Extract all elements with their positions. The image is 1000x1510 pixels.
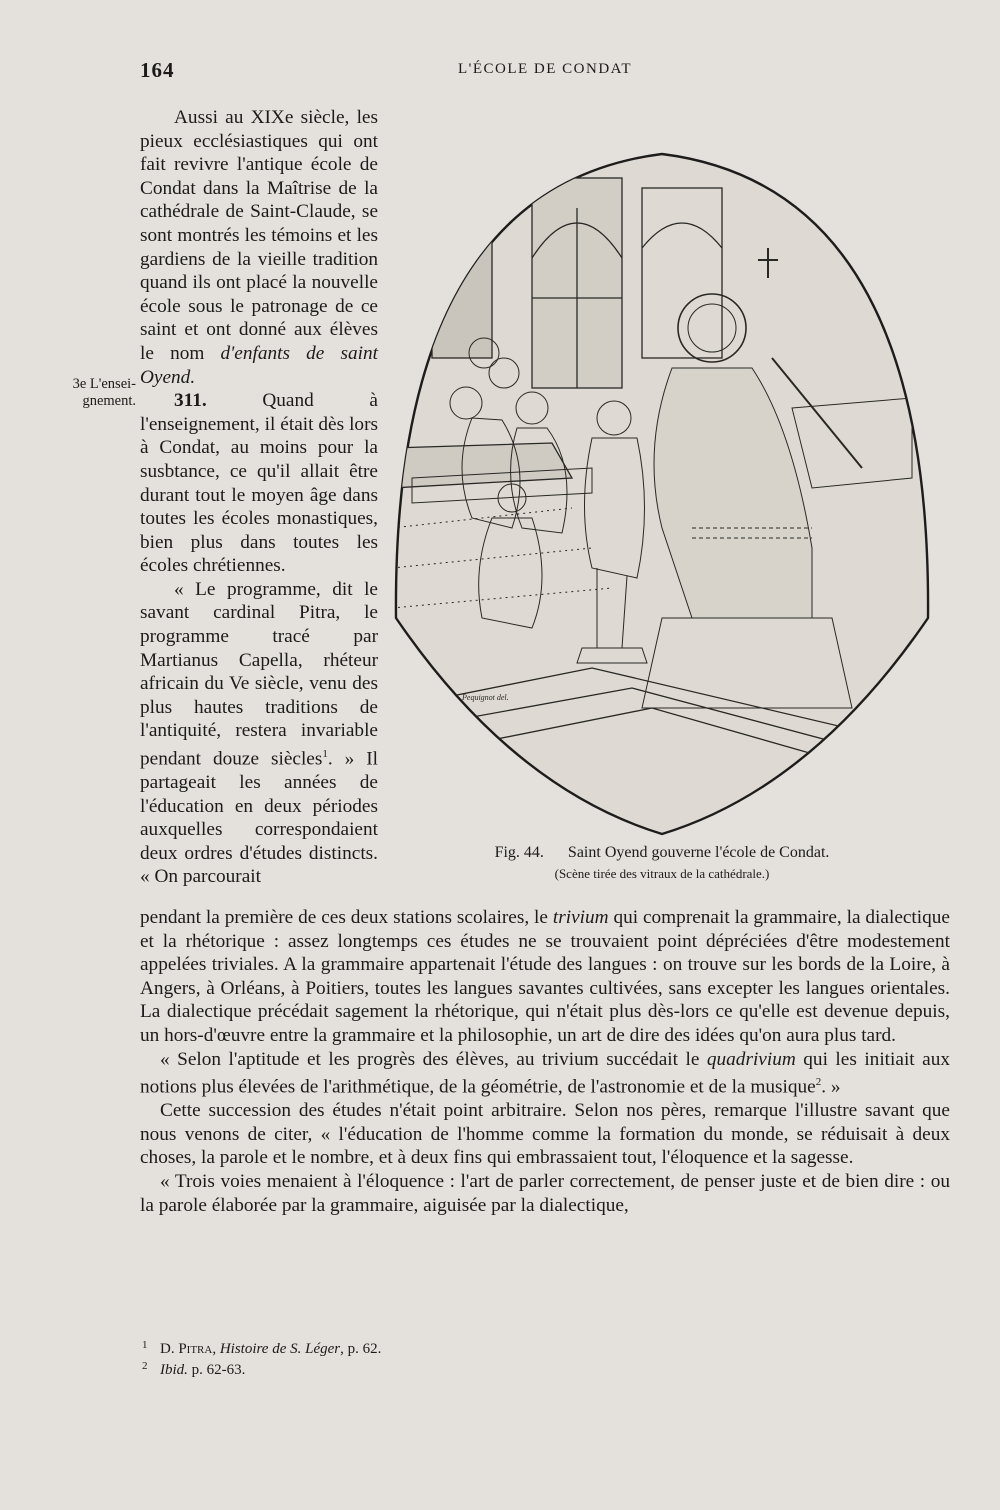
narrow-text-column bbox=[140, 106, 378, 889]
figure-caption bbox=[392, 844, 932, 862]
paragraph bbox=[140, 1048, 950, 1100]
italic-text: d'enfants de saint Oyend. bbox=[140, 342, 378, 388]
footnote-text: p. 62-63. bbox=[187, 1362, 246, 1378]
paragraph-text: qui comprenait la grammaire, la dialectique et la rhétorique : assez longtemps ces études ne se trouvaient point dépréciées d'être modestement appelées triviales. A la grammaire appartenait l'étude des langues : on trouve sur les bords de la Loire, à Angers, à Orléans, à Poitiers, toutes les langues savantes cultivées, sans excepter les langues orientales. La dialectique précédait sagement la rhétorique, qui n'était plus dès-lors ce qu'elle est devenue depuis, un hors-d'œuvre entre la grammaire et la philosophie, un art de dire des idées qu'on aura plus tard. bbox=[140, 907, 950, 1046]
paragraph bbox=[140, 1099, 950, 1170]
page-number: 164 bbox=[140, 58, 175, 82]
italic-text: trivium bbox=[552, 907, 609, 928]
running-title: L'ÉCOLE DE CONDAT bbox=[457, 61, 633, 77]
footnote-ref[interactable]: 2 bbox=[815, 1076, 822, 1089]
paragraph-text: « Trois voies menaient à l'éloquence : l'art de parler correctement, de penser juste et de bien dire : ou la parole élaborée par la grammaire, aiguisée par la dialectique, bbox=[140, 1170, 950, 1216]
section-number: 311. bbox=[174, 390, 207, 412]
paragraph bbox=[140, 106, 378, 389]
italic-text: quadrivium bbox=[706, 1048, 796, 1070]
footnote-title: Ibid. bbox=[160, 1362, 188, 1378]
paragraph bbox=[140, 578, 378, 889]
footnote-author: D. Pitra bbox=[160, 1341, 213, 1357]
paragraph-text: . » bbox=[821, 1076, 841, 1098]
paragraph-text: pendant la première de ces deux stations scolaires, le bbox=[140, 907, 548, 928]
figure-subcaption: (Scène tirée des vitraux de la cathédrale.) bbox=[554, 866, 770, 881]
paragraph-text: . » Il partageait les années de l'éducation en deux périodes auxquelles correspondaient deux ordres d'études distincts. « On parcourait bbox=[140, 748, 378, 888]
margin-note bbox=[56, 376, 136, 410]
stained-glass-illustration bbox=[392, 148, 932, 840]
footnote bbox=[140, 1360, 950, 1381]
running-header bbox=[140, 58, 950, 82]
paragraph-text: « Selon l'aptitude et les progrès des élèves, au trivium succédait le bbox=[160, 1048, 700, 1070]
paragraph-text: Aussi au XIXe siècle, les pieux ecclésiastiques qui ont fait revivre l'antique école de Condat dans la Maîtrise de la cathédrale de Saint-Claude, se sont montrés les témoins et les gardiens de la vieille tradition quand ils ont placé la nouvelle école sous le patronage de ce saint et ont donné aux élèves le nom bbox=[140, 107, 378, 364]
paragraph-text: « Le programme, dit le savant cardinal Pitra, le programme tracé par Martianus Capella, rhéteur africain du Ve siècle, venu des plus hautes traditions de l'antiquité, restera invariable pendant douze siècles bbox=[140, 578, 378, 770]
paragraph bbox=[140, 906, 950, 1048]
footnote: 1 D. Pitra, Histoire de S. Léger, p. 62. bbox=[140, 1339, 950, 1360]
margin-note-line-2: gnement. bbox=[82, 393, 136, 409]
figure-caption-text: Saint Oyend gouverne l'école de Condat. bbox=[567, 844, 830, 861]
paragraph-text: qui les initiait aux notions plus élevées de l'arithmétique, de la géométrie, de l'astronomie et de la musique bbox=[140, 1048, 950, 1098]
footnote-ref[interactable]: 1 bbox=[322, 748, 328, 761]
footnotes bbox=[140, 1339, 950, 1381]
margin-note-line-1: 3e L'ensei- bbox=[72, 376, 136, 392]
paragraph bbox=[140, 1170, 950, 1217]
paragraph-text: Cette succession des études n'était point arbitraire. Selon nos pères, remarque l'illustre savant que nous venons de citer, « l'éducation de l'homme comme la formation du monde, se réduisait à deux choses, la parole et le nombre, et à deux fins qui embrassaient tout, l'éloquence et la sagesse. bbox=[140, 1100, 950, 1169]
engraver-signature: Pequignot del. bbox=[462, 693, 509, 702]
footnote-number: 1 bbox=[142, 1339, 148, 1351]
footnote-number: 2 bbox=[142, 1360, 148, 1372]
full-width-text bbox=[140, 906, 950, 1217]
paragraph-text: Quand à l'enseignement, il était dès lors à Condat, au moins pour la susbtance, ce qu'il allait être durant tout le moyen âge dans toutes les écoles monastiques, bien plus dans toutes les écoles chrétiennes. bbox=[140, 390, 378, 577]
footnote-title: Histoire de S. Léger bbox=[219, 1341, 341, 1357]
paragraph bbox=[140, 389, 378, 578]
figure-label: Fig. 44. bbox=[494, 844, 544, 861]
footnote-text: , p. 62. bbox=[340, 1341, 382, 1357]
